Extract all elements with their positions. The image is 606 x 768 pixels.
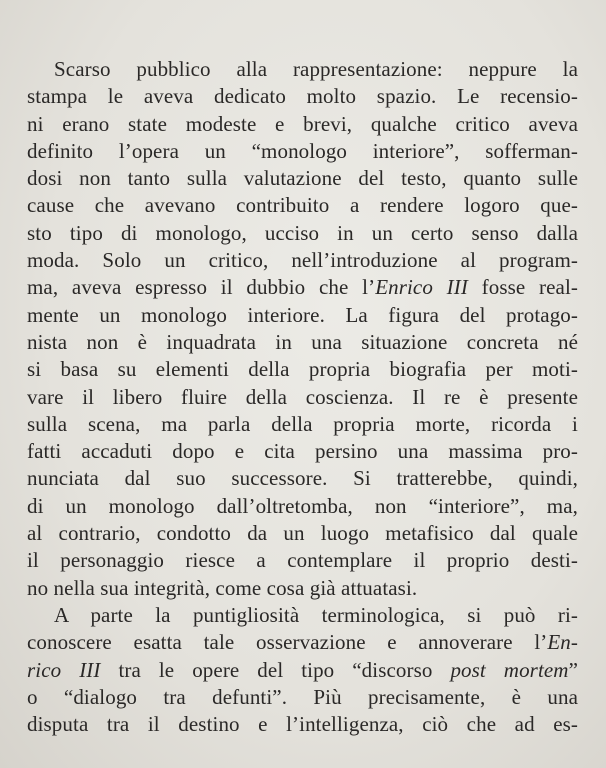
italic-text: Enrico III: [375, 275, 468, 300]
text-segment: no nella sua integrità, come cosa già attuatasi.: [27, 575, 418, 600]
text-line: [27, 329, 578, 356]
text-line: [27, 83, 578, 110]
text-line: [27, 575, 578, 602]
text-segment: Scarso pubblico alla rappresentazione: neppure la: [54, 57, 578, 81]
text-line: [27, 111, 578, 138]
italic-text: rico III: [27, 657, 101, 682]
text-line: [27, 711, 578, 738]
text-line: [27, 56, 578, 83]
text-segment: sto tipo di monologo, ucciso in un certo senso dalla: [27, 220, 578, 245]
text-line: [27, 411, 578, 438]
text-segment: nunciata dal suo successore. Si tratterebbe, quindi,: [27, 466, 578, 491]
text-segment: dosi non tanto sulla valutazione del testo, quanto sulle: [27, 166, 578, 191]
text-line: [27, 602, 578, 629]
text-line: [27, 657, 578, 684]
text-segment: moda. Solo un critico, nell’introduzione al program-: [27, 248, 578, 273]
text-segment: fosse real-: [467, 275, 578, 300]
text-segment: ”: [568, 657, 578, 682]
text-line: [27, 302, 578, 329]
text-segment: o “dialogo tra defunti”. Più precisamente, è una: [27, 684, 578, 709]
text-segment: mente un monologo interiore. La figura del protago-: [27, 302, 578, 327]
text-line: [27, 684, 578, 711]
text-segment: conoscere esatta tale osservazione e annoverare l’: [27, 630, 548, 655]
text-line: [27, 493, 578, 520]
text-segment: cause che avevano contribuito a rendere logoro que-: [27, 193, 578, 218]
text-line: [27, 192, 578, 219]
text-line: [27, 438, 578, 465]
italic-text: post mortem: [450, 657, 569, 682]
text-segment: di un monologo dall’oltretomba, non “interiore”, ma,: [27, 493, 578, 518]
text-segment: stampa le aveva dedicato molto spazio. Le recensio-: [27, 84, 578, 109]
text-segment: il personaggio riesce a contemplare il proprio desti-: [27, 548, 578, 573]
text-line: [27, 520, 578, 547]
text-line: [27, 356, 578, 383]
text-segment: ma, aveva espresso il dubbio che l’: [27, 275, 376, 300]
text-line: [27, 247, 578, 274]
text-segment: definito l’opera un “monologo interiore”, sofferman-: [27, 138, 578, 163]
text-line: [27, 274, 578, 301]
text-segment: disputa tra il destino e l’intelligenza, ciò che ad es-: [27, 712, 578, 737]
text-segment: al contrario, condotto da un luogo metafisico dal quale: [27, 521, 578, 546]
text-segment: ni erano state modeste e brevi, qualche critico aveva: [27, 111, 578, 136]
text-line: [27, 384, 578, 411]
text-line: [27, 547, 578, 574]
text-segment: vare il libero fluire della coscienza. Il re è presente: [27, 384, 578, 409]
text-segment: tra le opere del tipo “discorso: [100, 657, 451, 682]
text-line: [27, 465, 578, 492]
text-segment: sulla scena, ma parla della propria morte, ricorda i: [27, 411, 578, 436]
text-segment: fatti accaduti dopo e cita persino una massima pro-: [27, 439, 578, 464]
text-line: [27, 220, 578, 247]
text-line: [27, 629, 578, 656]
text-line: [27, 165, 578, 192]
text-segment: si basa su elementi della propria biografia per moti-: [27, 357, 578, 382]
text-line: [27, 138, 578, 165]
book-page-text: [27, 56, 578, 738]
text-segment: A parte la puntigliosità terminologica, si può ri-: [54, 602, 578, 627]
text-segment: nista non è inquadrata in una situazione concreta né: [27, 329, 578, 354]
italic-text: En-: [547, 630, 578, 655]
